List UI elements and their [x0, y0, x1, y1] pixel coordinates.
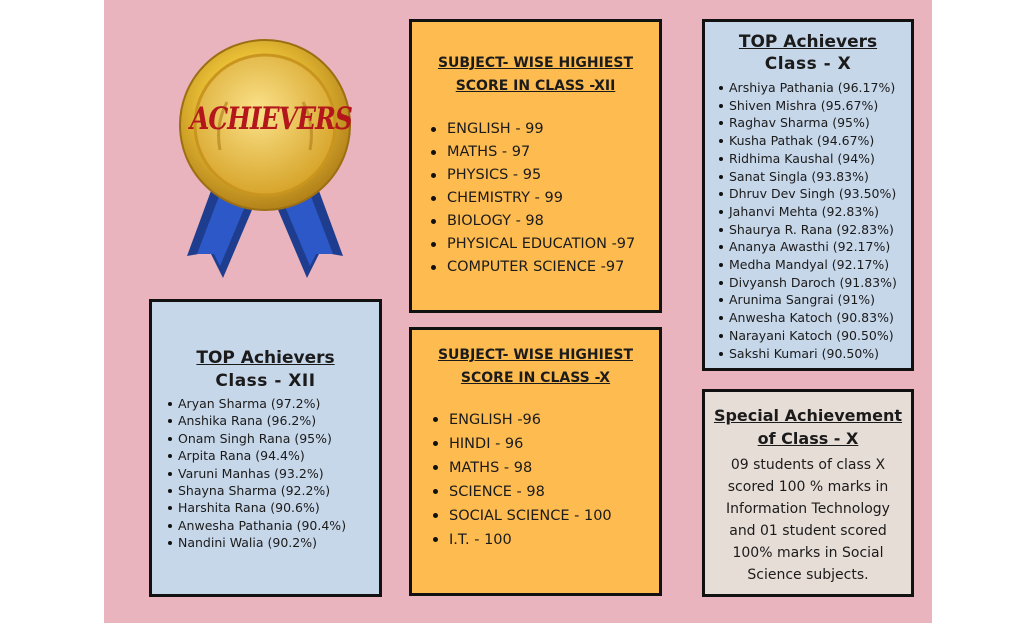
- list-item: ENGLISH - 99: [444, 118, 659, 141]
- list-item: Jahanvi Mehta (92.83%): [729, 203, 911, 221]
- list-item: Ridhima Kaushal (94%): [729, 150, 911, 168]
- list-item: Arunima Sangrai (91%): [729, 291, 911, 309]
- list-item: ENGLISH -96: [446, 408, 659, 432]
- list-item: Raghav Sharma (95%): [729, 114, 911, 132]
- list-item: Kusha Pathak (94.67%): [729, 132, 911, 150]
- list-item: CHEMISTRY - 99: [444, 187, 659, 210]
- right-margin: [932, 0, 1024, 623]
- list-item: Medha Mandyal (92.17%): [729, 256, 911, 274]
- list-item: Anwesha Katoch (90.83%): [729, 309, 911, 327]
- subject-x-title: SUBJECT- WISE HIGHIEST SCORE IN CLASS -X: [437, 347, 634, 386]
- gold-medal-icon: [165, 30, 365, 280]
- left-margin: [0, 0, 104, 623]
- list-item: MATHS - 98: [446, 456, 659, 480]
- subject-x-list: [412, 408, 659, 552]
- subject-xii-panel: [409, 19, 662, 313]
- list-item: Anwesha Pathania (90.4%): [178, 517, 379, 534]
- list-item: Sanat Singla (93.83%): [729, 168, 911, 186]
- list-item: HINDI - 96: [446, 432, 659, 456]
- top-achievers-xii-heading: TOP Achievers Class - XII: [196, 348, 335, 391]
- special-achievement-panel: [702, 389, 914, 597]
- list-item: Shayna Sharma (92.2%): [178, 482, 379, 499]
- list-item: Narayani Katoch (90.50%): [729, 327, 911, 345]
- subject-xii-list: [412, 118, 659, 279]
- subject-xii-title: SUBJECT- WISE HIGHIEST SCORE IN CLASS -XII: [437, 55, 634, 94]
- top-achievers-x-panel: [702, 19, 914, 371]
- list-item: PHYSICAL EDUCATION -97: [444, 233, 659, 256]
- top-achievers-xii-panel: [149, 299, 382, 597]
- list-item: Shaurya R. Rana (92.83%): [729, 221, 911, 239]
- list-item: COMPUTER SCIENCE -97: [444, 256, 659, 279]
- list-item: Ananya Awasthi (92.17%): [729, 238, 911, 256]
- list-item: Shiven Mishra (95.67%): [729, 97, 911, 115]
- list-item: Sakshi Kumari (90.50%): [729, 345, 911, 363]
- list-item: MATHS - 97: [444, 141, 659, 164]
- list-item: Dhruv Dev Singh (93.50%): [729, 185, 911, 203]
- list-item: Anshika Rana (96.2%): [178, 412, 379, 429]
- top-achievers-xii-list: [152, 395, 379, 552]
- subject-x-panel: [409, 327, 662, 596]
- list-item: SOCIAL SCIENCE - 100: [446, 504, 659, 528]
- top-achievers-x-heading: TOP Achievers Class - X: [738, 32, 878, 74]
- list-item: BIOLOGY - 98: [444, 210, 659, 233]
- list-item: Harshita Rana (90.6%): [178, 499, 379, 516]
- list-item: Onam Singh Rana (95%): [178, 430, 379, 447]
- special-achievement-text: 09 students of class X scored 100 % marks in Information Technology and 01 student scored 100% marks in Social Science subjects.: [726, 457, 890, 583]
- list-item: PHYSICS - 95: [444, 164, 659, 187]
- list-item: Arshiya Pathania (96.17%): [729, 79, 911, 97]
- medal-label: ACHIEVERS: [190, 100, 352, 137]
- special-achievement-title: Special Achievement of Class - X: [713, 406, 903, 448]
- list-item: Divyansh Daroch (91.83%): [729, 274, 911, 292]
- list-item: Aryan Sharma (97.2%): [178, 395, 379, 412]
- list-item: Nandini Walia (90.2%): [178, 534, 379, 551]
- top-achievers-x-list: [705, 79, 911, 362]
- list-item: Arpita Rana (94.4%): [178, 447, 379, 464]
- list-item: SCIENCE - 98: [446, 480, 659, 504]
- list-item: I.T. - 100: [446, 528, 659, 552]
- list-item: Varuni Manhas (93.2%): [178, 465, 379, 482]
